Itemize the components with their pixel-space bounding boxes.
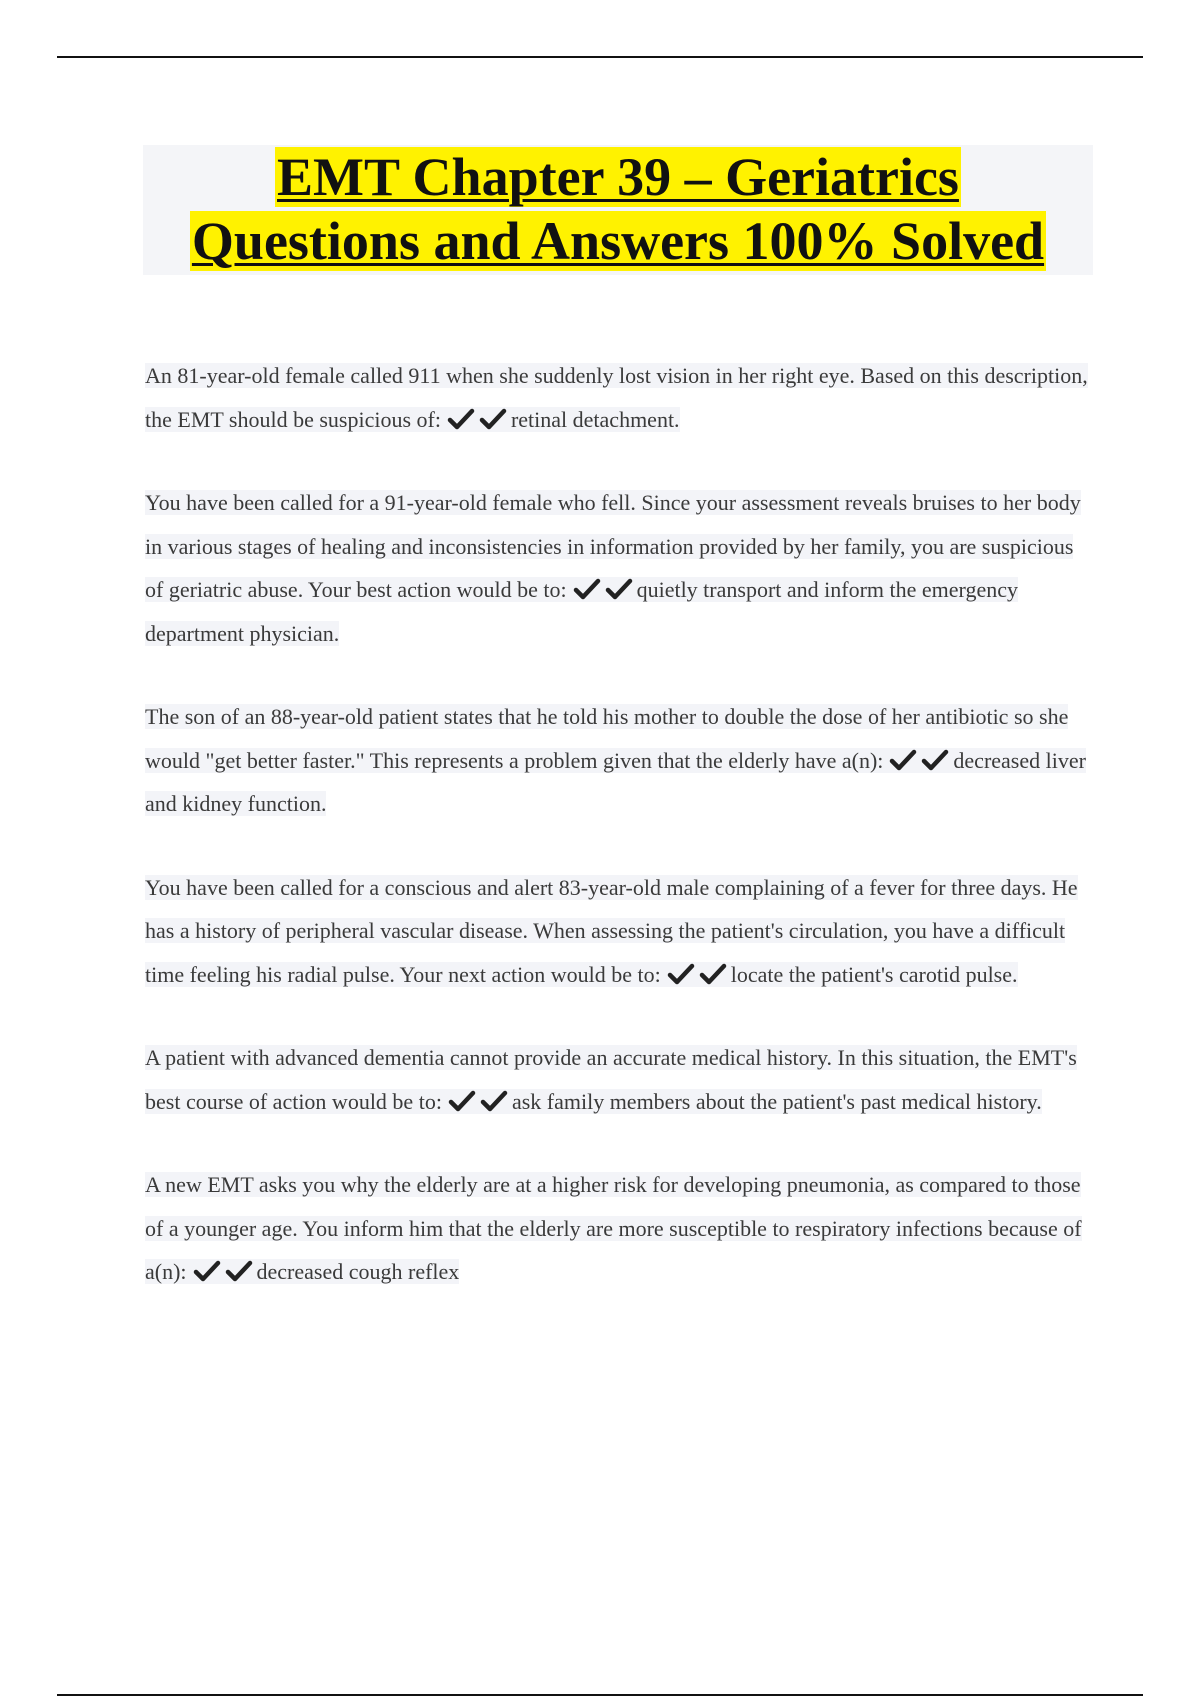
answer-text: decreased liver and kidney function. bbox=[145, 747, 1086, 816]
checkmark-icon bbox=[921, 749, 949, 771]
checkmark-icon bbox=[667, 963, 695, 985]
checkmark-icon bbox=[448, 1090, 476, 1112]
checkmark-icon bbox=[479, 408, 507, 430]
answer-text: quietly transport and inform the emergency department physician. bbox=[145, 577, 1019, 646]
title-line-1: EMT Chapter 39 – Geriatrics bbox=[277, 147, 959, 207]
document-title bbox=[143, 145, 1093, 275]
checkmark-icon bbox=[225, 1260, 253, 1282]
checkmark-icon bbox=[605, 578, 633, 600]
question-text: A patient with advanced dementia cannot provide an accurate medical history. In this situation, the EMT's best course of action would be to: bbox=[145, 1045, 1077, 1114]
checkmark-icon bbox=[573, 578, 601, 600]
qa-item bbox=[145, 1036, 1095, 1123]
checkmark-icon bbox=[889, 749, 917, 771]
answer-text: retinal detachment. bbox=[510, 406, 680, 432]
title-line-2: Questions and Answers 100% Solved bbox=[191, 211, 1045, 271]
qa-item bbox=[145, 866, 1095, 997]
qa-list bbox=[145, 354, 1095, 1334]
checkmark-icon bbox=[480, 1090, 508, 1112]
answer-text: ask family members about the patient's past medical history. bbox=[511, 1088, 1042, 1114]
bottom-rule bbox=[57, 1694, 1143, 1696]
answer-text: locate the patient's carotid pulse. bbox=[730, 961, 1018, 987]
question-text: An 81-year-old female called 911 when she suddenly lost vision in her right eye. Based on this description, the EMT should be suspicious of: bbox=[145, 363, 1088, 432]
answer-text: decreased cough reflex bbox=[256, 1259, 460, 1284]
qa-item bbox=[145, 1163, 1095, 1294]
top-rule bbox=[57, 56, 1143, 58]
checkmark-icon bbox=[447, 408, 475, 430]
question-text: The son of an 88-year-old patient states that he told his mother to double the dose of her antibiotic so she would "get better faster." This represents a problem given that the elderly have a(n): bbox=[145, 704, 1069, 773]
question-text: A new EMT asks you why the elderly are at a higher risk for developing pneumonia, as compared to those of a younger age. You inform him that the elderly are more susceptible to respiratory infections because of a(n): bbox=[145, 1172, 1082, 1284]
qa-item bbox=[145, 481, 1095, 655]
question-text: You have been called for a 91-year-old female who fell. Since your assessment reveals bruises to her body in various stages of healing and inconsistencies in information provided by her family, you are suspicious of geriatric abuse. Your best action would be to: bbox=[145, 490, 1081, 602]
checkmark-icon bbox=[699, 963, 727, 985]
qa-item bbox=[145, 695, 1095, 826]
qa-item bbox=[145, 354, 1095, 441]
question-text: You have been called for a conscious and alert 83-year-old male complaining of a fever for three days. He has a history of peripheral vascular disease. When assessing the patient's circulation, you have a difficult time feeling his radial pulse. Your next action would be to: bbox=[145, 874, 1078, 987]
checkmark-icon bbox=[193, 1260, 221, 1282]
